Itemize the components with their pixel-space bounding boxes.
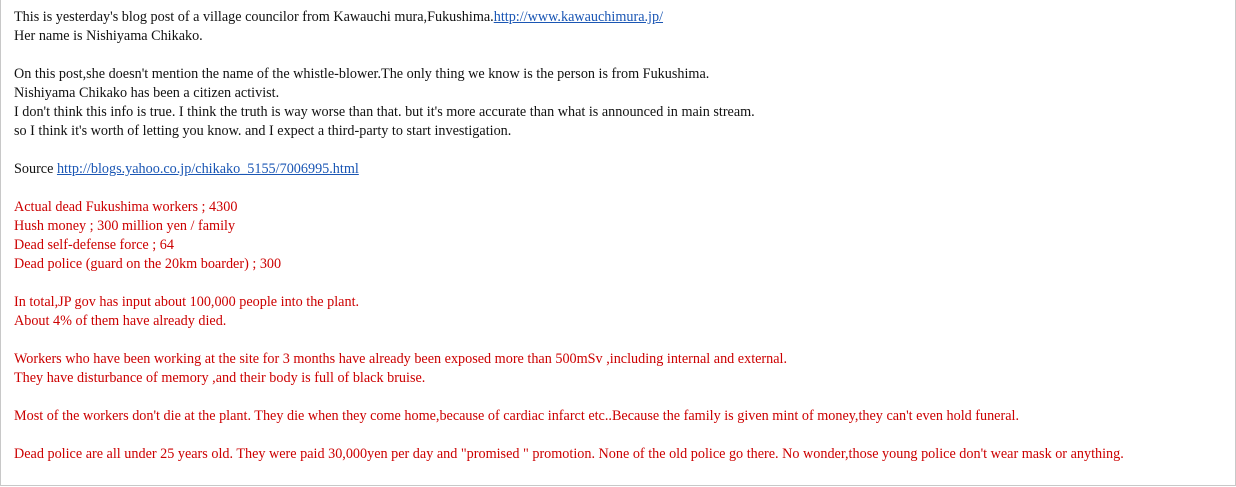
figure-line: Hush money ; 300 million yen / family <box>14 218 236 234</box>
deaths-line: Most of the workers don't die at the plant. They die when they come home,because of cardiac infarct etc..Because the family is given mint of money,they can't even hold funeral. <box>14 408 1019 424</box>
source-line <box>14 160 1229 179</box>
kawauchimura-link[interactable]: http://www.kawauchimura.jp/ <box>493 9 664 25</box>
figure-line: Dead self-defense force ; 64 <box>14 237 174 253</box>
context-line: so I think it's worth of letting you know. and I expect a third-party to start investigation. <box>14 123 512 139</box>
source-label: Source <box>14 161 54 177</box>
intro-text: This is yesterday's blog post of a village councilor from Kawauchi mura,Fukushima. <box>14 9 494 25</box>
source-link[interactable]: http://blogs.yahoo.co.jp/chikako_5155/7006995.html <box>56 161 359 177</box>
paragraph-gap <box>14 426 1229 445</box>
intro-line-1 <box>14 8 1229 27</box>
total-line: In total,JP gov has input about 100,000 people into the plant. <box>14 294 360 310</box>
paragraph-gap <box>14 179 1229 198</box>
intro-line-2: Her name is Nishiyama Chikako. <box>14 28 203 44</box>
paragraph-gap <box>14 46 1229 65</box>
paragraph-gap <box>14 274 1229 293</box>
figure-line: Actual dead Fukushima workers ; 4300 <box>14 199 238 215</box>
paragraph-gap <box>14 388 1229 407</box>
blog-post-body <box>14 8 1229 464</box>
context-line: I don't think this info is true. I think the truth is way worse than that. but it's more accurate than what is announced in main stream. <box>14 104 755 120</box>
total-line: About 4% of them have already died. <box>14 313 227 329</box>
context-line: On this post,she doesn't mention the name of the whistle-blower.The only thing we know is the person is from Fukushima. <box>14 66 710 82</box>
context-line: Nishiyama Chikako has been a citizen activist. <box>14 85 280 101</box>
paragraph-gap <box>14 331 1229 350</box>
exposure-line: They have disturbance of memory ,and their body is full of black bruise. <box>14 370 426 386</box>
police-line: Dead police are all under 25 years old. They were paid 30,000yen per day and "promised " promotion. None of the old police go there. No wonder,those young police don't wear mask or anything. <box>14 446 1124 462</box>
paragraph-gap <box>14 141 1229 160</box>
figure-line: Dead police (guard on the 20km boarder) ; 300 <box>14 256 282 272</box>
exposure-line: Workers who have been working at the site for 3 months have already been exposed more than 500mSv ,including internal and external. <box>14 351 788 367</box>
